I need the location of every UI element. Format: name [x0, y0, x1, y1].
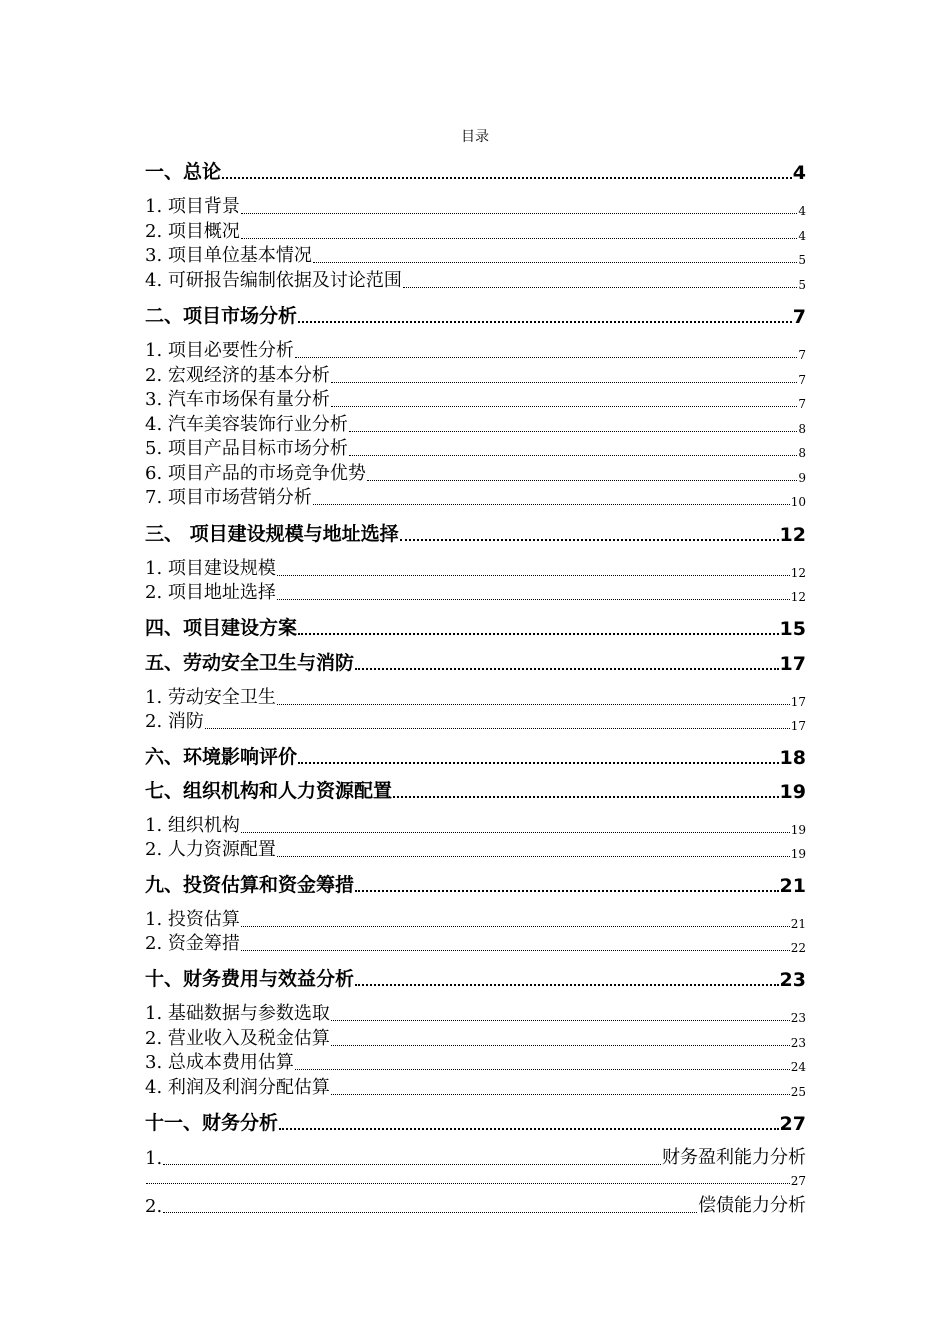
toc-item[interactable] — [145, 1028, 806, 1050]
toc-item[interactable] — [145, 1077, 806, 1099]
toc-section-label: 二、项目市场分析 — [145, 305, 298, 327]
toc-page-number: 19 — [779, 781, 806, 803]
toc-item-number: 1. — [145, 1148, 163, 1169]
toc-section-5[interactable] — [145, 651, 806, 675]
toc-item[interactable] — [145, 909, 806, 931]
toc-item-label: 5. 项目产品目标市场分析 — [145, 438, 348, 459]
toc-section-1[interactable] — [145, 160, 806, 184]
toc-page-number: 19 — [790, 847, 806, 861]
dot-leader — [331, 406, 797, 407]
toc-page-number: 5 — [798, 253, 806, 267]
toc-item-label: 7. 项目市场营销分析 — [145, 487, 312, 508]
toc-section-9[interactable] — [145, 873, 806, 897]
toc-item[interactable] — [145, 582, 806, 604]
toc-item[interactable] — [145, 1145, 806, 1169]
dot-leader — [241, 926, 790, 927]
toc-page-number: 12 — [790, 566, 806, 580]
toc-item[interactable] — [145, 687, 806, 709]
toc-item[interactable] — [145, 933, 806, 955]
toc-title: 目录 — [461, 129, 489, 145]
toc-section-label: 一、总论 — [145, 161, 222, 183]
toc-section-label: 七、组织机构和人力资源配置 — [145, 780, 393, 802]
dot-leader — [331, 1094, 790, 1095]
toc-item-label: 2. 消防 — [145, 711, 204, 732]
toc-page-number: 4 — [798, 229, 806, 243]
toc-section-label: 九、投资估算和资金筹措 — [145, 874, 355, 896]
toc-section-7[interactable] — [145, 779, 806, 803]
toc-page-number: 4 — [792, 162, 806, 184]
dot-leader — [295, 357, 797, 358]
toc-page-number: 25 — [790, 1085, 806, 1099]
toc-page-number: 15 — [779, 618, 806, 640]
toc-page-number: 27 — [779, 1113, 806, 1135]
toc-item-label: 偿债能力分析 — [698, 1195, 806, 1216]
toc-item-label: 4. 利润及利润分配估算 — [145, 1077, 330, 1098]
toc-item-label: 2. 人力资源配置 — [145, 839, 276, 860]
toc-item[interactable] — [145, 487, 806, 509]
toc-page-number: 23 — [790, 1036, 806, 1050]
toc-page-number: 27 — [790, 1174, 806, 1188]
dot-leader — [295, 1069, 790, 1070]
toc-item-label: 1. 基础数据与参数选取 — [145, 1003, 330, 1024]
toc-item-label: 2. 营业收入及税金估算 — [145, 1028, 330, 1049]
toc-page-number: 17 — [779, 653, 806, 675]
toc-page-number: 24 — [790, 1060, 806, 1074]
toc-item[interactable] — [145, 558, 806, 580]
toc-section-3[interactable] — [145, 522, 806, 546]
toc-item[interactable] — [145, 196, 806, 218]
toc-page-number: 23 — [790, 1011, 806, 1025]
dot-leader — [298, 762, 779, 764]
toc-item-label: 2. 宏观经济的基本分析 — [145, 365, 330, 386]
dot-leader — [313, 262, 797, 263]
toc-page-number: 18 — [779, 747, 806, 769]
toc-section-label: 十一、财务分析 — [145, 1112, 279, 1134]
dot-leader — [298, 321, 792, 323]
toc-item-label: 2. 项目概况 — [145, 221, 240, 242]
dot-leader — [241, 238, 797, 239]
toc-section-label: 六、环境影响评价 — [145, 746, 298, 768]
toc-page-number: 12 — [779, 524, 806, 546]
toc-section-label: 五、劳动安全卫生与消防 — [145, 652, 355, 674]
toc-page-number: 21 — [779, 875, 806, 897]
dot-leader — [241, 950, 790, 951]
toc-item[interactable] — [145, 389, 806, 411]
toc-page-number: 9 — [798, 471, 806, 485]
toc-item-label: 3. 总成本费用估算 — [145, 1052, 294, 1073]
toc-item-label: 6. 项目产品的市场竞争优势 — [145, 463, 366, 484]
dot-leader — [355, 890, 779, 892]
toc-page-number: 19 — [790, 823, 806, 837]
toc-page-number: 17 — [790, 695, 806, 709]
toc-item[interactable] — [145, 463, 806, 485]
dot-leader — [355, 668, 779, 670]
toc-section-10[interactable] — [145, 967, 806, 991]
dot-leader — [313, 504, 790, 505]
toc-item-label: 财务盈利能力分析 — [662, 1147, 806, 1168]
toc-page-number: 4 — [798, 204, 806, 218]
dot-leader — [222, 177, 792, 179]
dot-leader — [298, 633, 779, 635]
dot-leader — [403, 287, 797, 288]
toc-page-number: 7 — [798, 373, 806, 387]
toc-section-11[interactable] — [145, 1111, 806, 1135]
dot-leader — [279, 1128, 779, 1130]
toc-page-number: 17 — [790, 719, 806, 733]
toc-item[interactable] — [145, 221, 806, 243]
toc-item-label: 1. 项目必要性分析 — [145, 340, 294, 361]
toc-item[interactable] — [145, 270, 806, 292]
toc-page-number: 8 — [798, 422, 806, 436]
toc-page-number: 7 — [798, 397, 806, 411]
toc-item[interactable] — [145, 1052, 806, 1074]
toc-item[interactable] — [145, 438, 806, 460]
toc-item-label: 3. 项目单位基本情况 — [145, 245, 312, 266]
toc-item-label: 1. 劳动安全卫生 — [145, 687, 276, 708]
dot-leader — [331, 382, 797, 383]
toc-item-label: 2. 资金筹措 — [145, 933, 240, 954]
toc-page-number: 22 — [790, 941, 806, 955]
dot-leader — [205, 728, 790, 729]
toc-item[interactable] — [145, 815, 806, 837]
toc-item[interactable] — [145, 839, 806, 861]
toc-page-number: 12 — [790, 590, 806, 604]
dot-leader — [146, 1183, 790, 1184]
toc-item-number: 2. — [145, 1196, 163, 1217]
toc-item-label: 1. 项目建设规模 — [145, 558, 276, 579]
dot-leader — [400, 539, 779, 541]
toc-section-label: 十、财务费用与效益分析 — [145, 968, 355, 990]
toc-item-continuation[interactable] — [145, 1172, 806, 1188]
toc-page-number: 21 — [790, 917, 806, 931]
toc-page-number: 7 — [798, 348, 806, 362]
dot-leader — [241, 832, 790, 833]
dot-leader — [163, 1164, 661, 1165]
toc-section-4[interactable] — [145, 616, 806, 640]
dot-leader — [241, 213, 797, 214]
toc-page-number: 10 — [790, 495, 806, 509]
dot-leader — [367, 480, 797, 481]
toc-item-label: 1. 项目背景 — [145, 196, 240, 217]
toc-item[interactable] — [145, 365, 806, 387]
toc-section-6[interactable] — [145, 745, 806, 769]
toc-section-label: 三、 项目建设规模与地址选择 — [145, 523, 399, 545]
toc-item[interactable] — [145, 1003, 806, 1025]
toc-section-2[interactable] — [145, 304, 806, 328]
toc-item-label: 3. 汽车市场保有量分析 — [145, 389, 330, 410]
dot-leader — [277, 575, 790, 576]
toc-page-number: 7 — [792, 306, 806, 328]
toc-item[interactable] — [145, 414, 806, 436]
dot-leader — [331, 1020, 790, 1021]
dot-leader — [163, 1212, 697, 1213]
toc-section-label: 四、项目建设方案 — [145, 617, 298, 639]
toc-item-label: 1. 投资估算 — [145, 909, 240, 930]
dot-leader — [349, 455, 797, 456]
toc-item-label: 2. 项目地址选择 — [145, 582, 276, 603]
toc-page-number: 23 — [779, 969, 806, 991]
dot-leader — [277, 856, 790, 857]
toc-item[interactable] — [145, 340, 806, 362]
dot-leader — [277, 599, 790, 600]
dot-leader — [349, 431, 797, 432]
toc-item[interactable] — [145, 245, 806, 267]
toc-item-label: 4. 汽车美容装饰行业分析 — [145, 414, 348, 435]
dot-leader — [331, 1045, 790, 1046]
toc-page-number: 8 — [798, 446, 806, 460]
dot-leader — [355, 984, 779, 986]
toc-item[interactable] — [145, 1193, 806, 1217]
dot-leader — [277, 704, 790, 705]
toc-page-number: 5 — [798, 278, 806, 292]
toc-item-label: 4. 可研报告编制依据及讨论范围 — [145, 270, 402, 291]
toc-item[interactable] — [145, 711, 806, 733]
dot-leader — [393, 796, 779, 798]
toc-item-label: 1. 组织机构 — [145, 815, 240, 836]
